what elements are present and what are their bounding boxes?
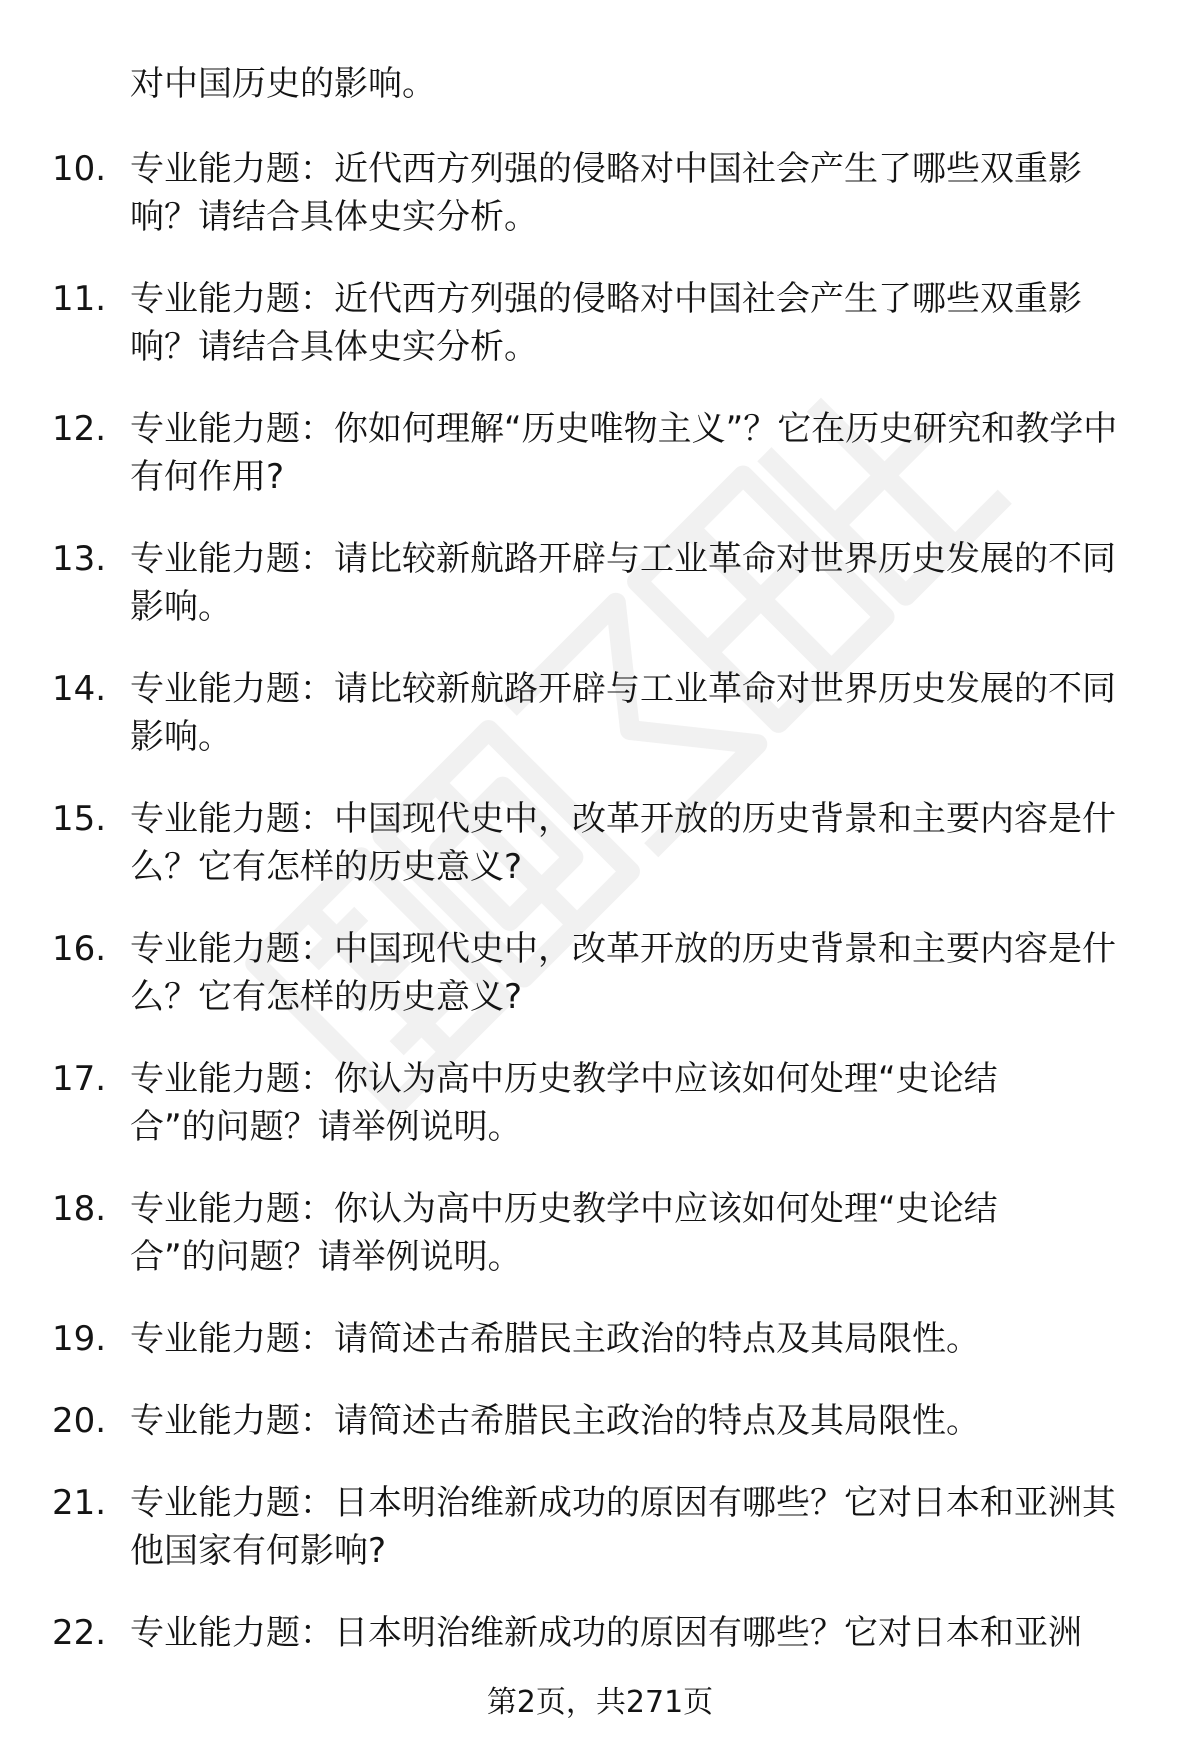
list-item [0, 665, 1200, 795]
question-number: 22. [52, 1613, 107, 1653]
question-text: 专业能力题：日本明治维新成功的原因有哪些？它对日本和亚洲其他国家有何影响? [130, 1483, 1116, 1571]
question-number: 16. [52, 929, 107, 969]
list-item [0, 1609, 1200, 1691]
question-number: 21. [52, 1483, 107, 1523]
question-number: 11. [52, 279, 107, 319]
list-item [0, 1315, 1200, 1397]
question-text: 专业能力题：你认为高中历史教学中应该如何处理“史论结合”的问题？请举例说明。 [130, 1189, 998, 1277]
list-item [0, 405, 1200, 535]
question-text: 专业能力题：你认为高中历史教学中应该如何处理“史论结合”的问题？请举例说明。 [130, 1059, 998, 1147]
list-item [0, 1397, 1200, 1479]
list-item [0, 1185, 1200, 1315]
question-number: 20. [52, 1401, 107, 1441]
page-footer: 第2页，共271页 [486, 1685, 714, 1720]
list-item [0, 145, 1200, 275]
list-item [0, 795, 1200, 925]
list-item [0, 925, 1200, 1055]
question-list [0, 145, 1200, 1691]
question-text: 专业能力题：日本明治维新成功的原因有哪些？它对日本和亚洲 [130, 1613, 1082, 1653]
list-item [0, 535, 1200, 665]
question-text: 专业能力题：近代西方列强的侵略对中国社会产生了哪些双重影响？请结合具体史实分析。 [130, 279, 1082, 367]
question-number: 15. [52, 799, 107, 839]
question-text: 专业能力题：你如何理解“历史唯物主义”？它在历史研究和教学中有何作用? [130, 409, 1118, 497]
question-number: 13. [52, 539, 107, 579]
question-text: 专业能力题：请简述古希腊民主政治的特点及其局限性。 [130, 1319, 980, 1359]
list-item [0, 1479, 1200, 1609]
question-text: 专业能力题：请比较新航路开辟与工业革命对世界历史发展的不同影响。 [130, 669, 1116, 757]
list-item [0, 1055, 1200, 1185]
question-text: 专业能力题：中国现代史中，改革开放的历史背景和主要内容是什么？它有怎样的历史意义? [130, 799, 1116, 887]
list-item [0, 275, 1200, 405]
question-number: 12. [52, 409, 107, 449]
question-number: 17. [52, 1059, 107, 1099]
question-text: 专业能力题：中国现代史中，改革开放的历史背景和主要内容是什么？它有怎样的历史意义? [130, 929, 1116, 1017]
question-text: 专业能力题：请比较新航路开辟与工业革命对世界历史发展的不同影响。 [130, 539, 1116, 627]
question-number: 18. [52, 1189, 107, 1229]
question-text: 专业能力题：请简述古希腊民主政治的特点及其局限性。 [130, 1401, 980, 1441]
continuation-text: 对中国历史的影响。 [130, 64, 436, 104]
question-number: 10. [52, 149, 107, 189]
question-number: 19. [52, 1319, 107, 1359]
question-number: 14. [52, 669, 107, 709]
question-text: 专业能力题：近代西方列强的侵略对中国社会产生了哪些双重影响？请结合具体史实分析。 [130, 149, 1082, 237]
